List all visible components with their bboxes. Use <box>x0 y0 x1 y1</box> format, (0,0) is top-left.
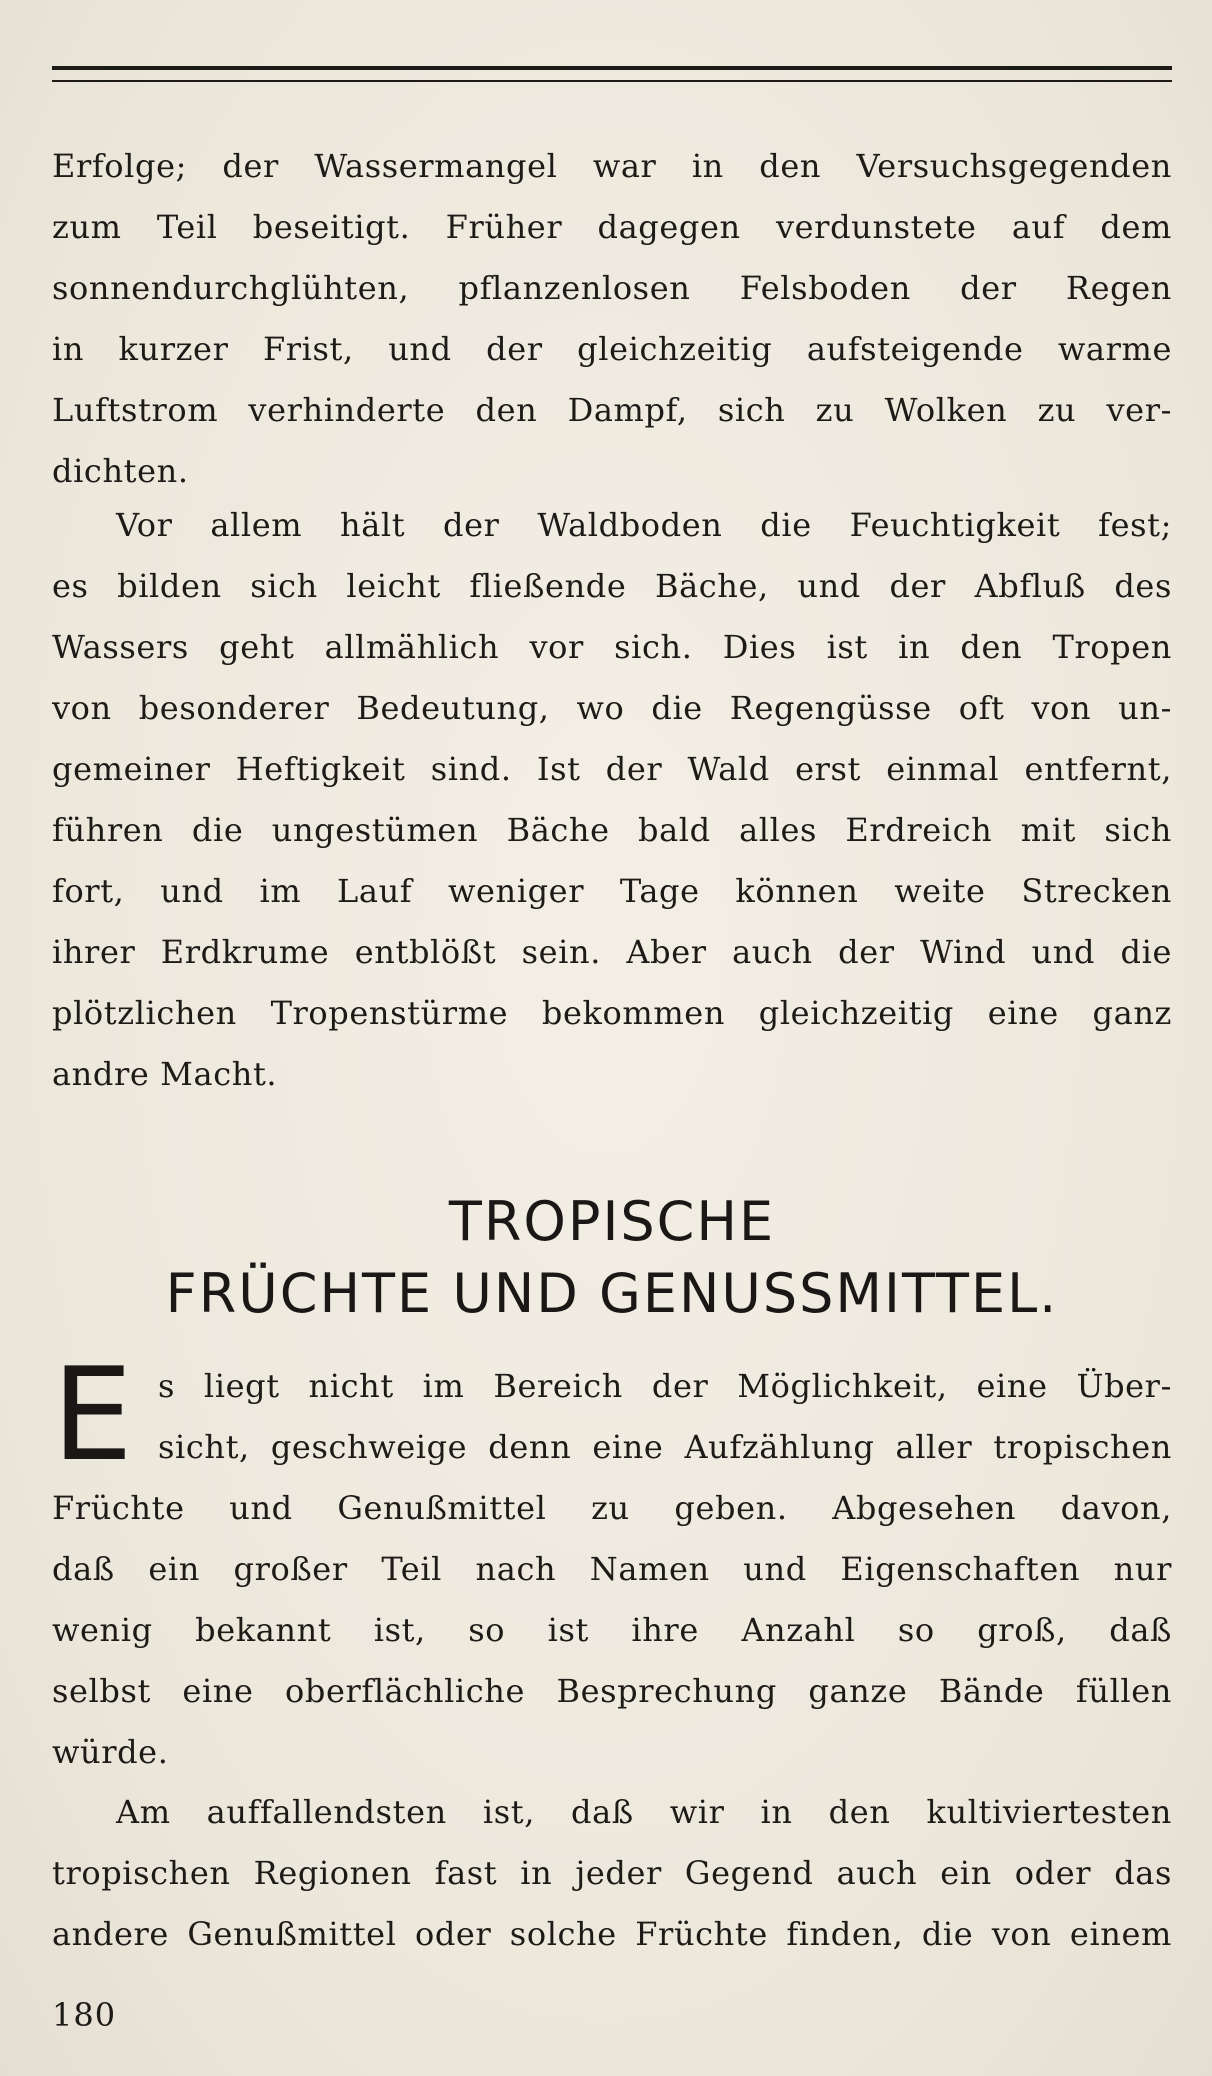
text-line: Erfolge; der Wassermangel war in den Versuchsgegenden <box>52 147 1172 185</box>
text-line: in kurzer Frist, und der gleichzeitig aufsteigende warme <box>52 330 1172 368</box>
text-line: es bilden sich leicht fließende Bäche, und der Abfluß des <box>52 567 1172 605</box>
text-line: fort, und im Lauf weniger Tage können weite Strecken <box>52 872 1172 910</box>
text-line: von besonderer Bedeutung, wo die Regengüsse oft von un- <box>52 689 1172 727</box>
text-line: s liegt nicht im Bereich der Möglichkeit, eine Über- <box>158 1367 1172 1405</box>
text-line: Wassers geht allmählich vor sich. Dies ist in den Tropen <box>52 628 1172 666</box>
text-line: Luftstrom verhinderte den Dampf, sich zu Wolken zu ver- <box>52 391 1172 429</box>
text-line: sonnendurchglühten, pflanzenlosen Felsboden der Regen <box>52 269 1172 307</box>
section-heading-line-2: FRÜCHTE UND GENUSSMITTEL. <box>165 1262 1059 1325</box>
text-line: plötzlichen Tropenstürme bekommen gleichzeitig eine ganz <box>52 994 1172 1032</box>
text-line: Früchte und Genußmittel zu geben. Abgesehen davon, <box>52 1489 1172 1527</box>
text-line: zum Teil beseitigt. Früher dagegen verdunstete auf dem <box>52 208 1172 246</box>
text-line: tropischen Regionen fast in jeder Gegend auch ein oder das <box>52 1854 1172 1892</box>
paragraph-water-shortage <box>52 136 1172 502</box>
text-line: daß ein großer Teil nach Namen und Eigenschaften nur <box>52 1550 1172 1588</box>
text-line: gemeiner Heftigkeit sind. Ist der Wald erst einmal entfernt, <box>52 750 1172 788</box>
page-number: 180 <box>52 1996 117 2034</box>
paragraph-fruits-intro <box>52 1341 1172 1783</box>
text-line: ihrer Erdkrume entblößt sein. Aber auch der Wind und die <box>52 933 1172 971</box>
section-heading-line-1: TROPISCHE <box>448 1190 776 1253</box>
text-line: selbst eine oberflächliche Besprechung ganze Bände füllen <box>52 1672 1172 1710</box>
text-line: sicht, geschweige denn eine Aufzählung aller tropischen <box>158 1428 1172 1466</box>
paragraph-forest-soil <box>52 495 1172 1105</box>
text-line: wenig bekannt ist, so ist ihre Anzahl so groß, daß <box>52 1611 1172 1649</box>
drop-cap-initial: E <box>52 1341 133 1490</box>
header-rule-thin <box>52 80 1172 82</box>
text-line: Vor allem hält der Waldboden die Feuchtigkeit fest; <box>116 506 1172 544</box>
paragraph-most-striking <box>52 1782 1172 1965</box>
header-rule-thick <box>52 66 1172 70</box>
text-line: führen die ungestümen Bäche bald alles Erdreich mit sich <box>52 811 1172 849</box>
text-line: würde. <box>52 1733 169 1771</box>
text-line: Am auffallendsten ist, daß wir in den kultiviertesten <box>116 1793 1172 1831</box>
text-line: dichten. <box>52 452 189 490</box>
text-line: andere Genußmittel oder solche Früchte finden, die von einem <box>52 1915 1172 1953</box>
text-line: andre Macht. <box>52 1055 278 1093</box>
